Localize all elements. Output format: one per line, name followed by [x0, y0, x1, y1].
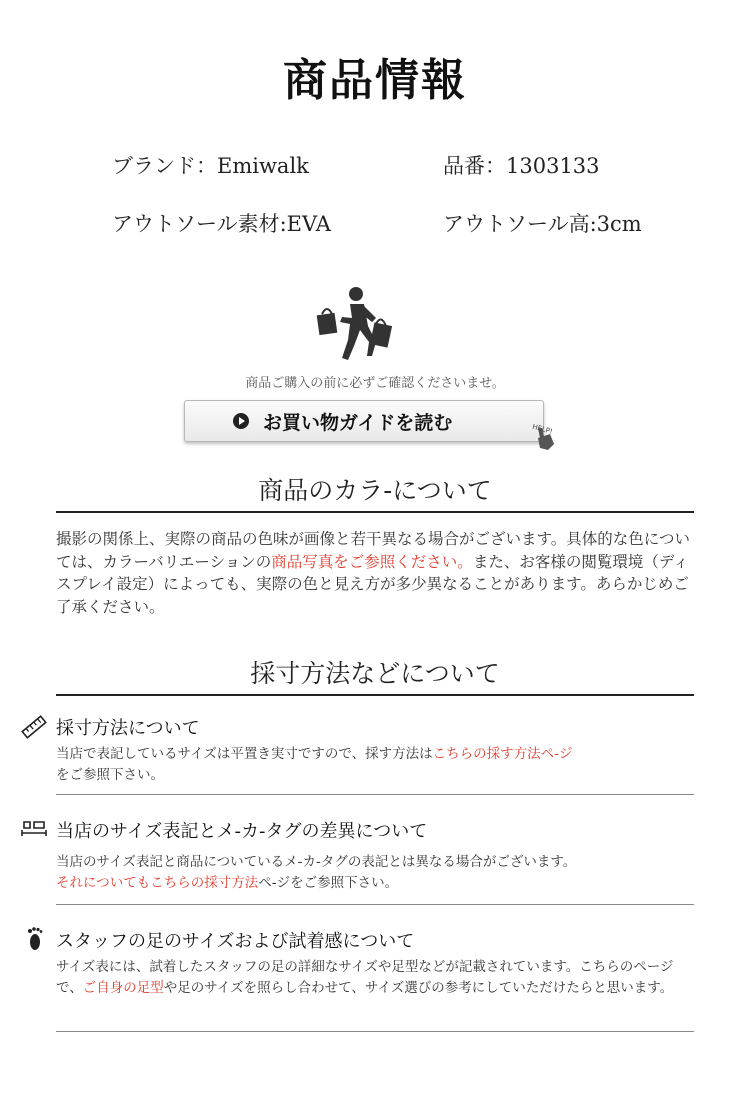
measure-section-rule [56, 694, 694, 696]
color-section-title: 商品のカラ-について [258, 476, 492, 505]
measure-section-title: 採寸方法などについて [250, 659, 500, 688]
purchase-note: 商品ご購入の前に必ずご確認くださいませ。 [245, 376, 505, 391]
shopping-guide-button[interactable] [184, 400, 544, 442]
own-foot-link[interactable]: ご自身の足型 [82, 980, 164, 996]
shopping-guide-label: お買い物ガイドを読む [263, 411, 453, 434]
shopper-icon [314, 284, 394, 364]
measure-compare-icon [20, 818, 48, 838]
size-diff-heading: 当店のサイズ表記とメ-カ-タグの差異について [56, 821, 428, 842]
divider [56, 1031, 694, 1032]
size-diff-text: 当店のサイズ表記と商品についているメ-カ-タグの表記とは異なる場合がございます。 それについてもこちらの採寸方法ペ-ジをご参照下さい。 [56, 854, 577, 891]
help-hand-icon [528, 420, 562, 456]
product-photo-link[interactable]: 商品写真をご参照ください。 [271, 552, 473, 571]
staff-fit-heading: スタッフの足のサイズおよび試着感について [56, 931, 415, 952]
help-label: HELP! [531, 422, 554, 436]
ruler-icon [20, 713, 48, 741]
page-title: 商品情報 [283, 55, 467, 106]
divider [56, 904, 694, 905]
size-diff-link[interactable]: それについてもこちらの採寸方法 [56, 875, 259, 891]
measure-method-text: 当店で表記しているサイズは平置き実寸ですので、採す方法はこちらの採す方法ペ-ジ をご参照下さい。 [56, 746, 573, 783]
color-section-text: 撮影の関係上、実際の商品の色味が画像と若干異なる場合がございます。具体的な色については、カラーバリエーションの商品写真をご参照ください。また、お客様の閲覧環境（ディスプレイ設定）によっても、実際の色と見え方が多少異なることがあります。あらかじめご了承ください。 [56, 530, 690, 616]
measure-method-heading: 採寸方法について [56, 718, 200, 739]
spec-item-number: 品番：1303133 [443, 154, 600, 178]
spec-outsole-height: アウトソール高:3cm [443, 212, 642, 236]
measure-method-link[interactable]: こちらの採す方法ペ-ジ [432, 746, 573, 762]
play-icon [233, 413, 249, 429]
spec-brand: ブランド：Emiwalk [112, 154, 309, 178]
divider [56, 794, 694, 795]
spec-outsole-material: アウトソール素材:EVA [112, 212, 331, 236]
color-section-rule [56, 511, 694, 513]
staff-fit-text: サイズ表には、試着したスタッフの足の詳細なサイズや足型などが記載されています。こちらのページで、ご自身の足型や足のサイズを照らし合わせて、サイズ選びの参考にしていただけたらと思います。 [56, 959, 674, 996]
footprint-icon [24, 924, 46, 952]
